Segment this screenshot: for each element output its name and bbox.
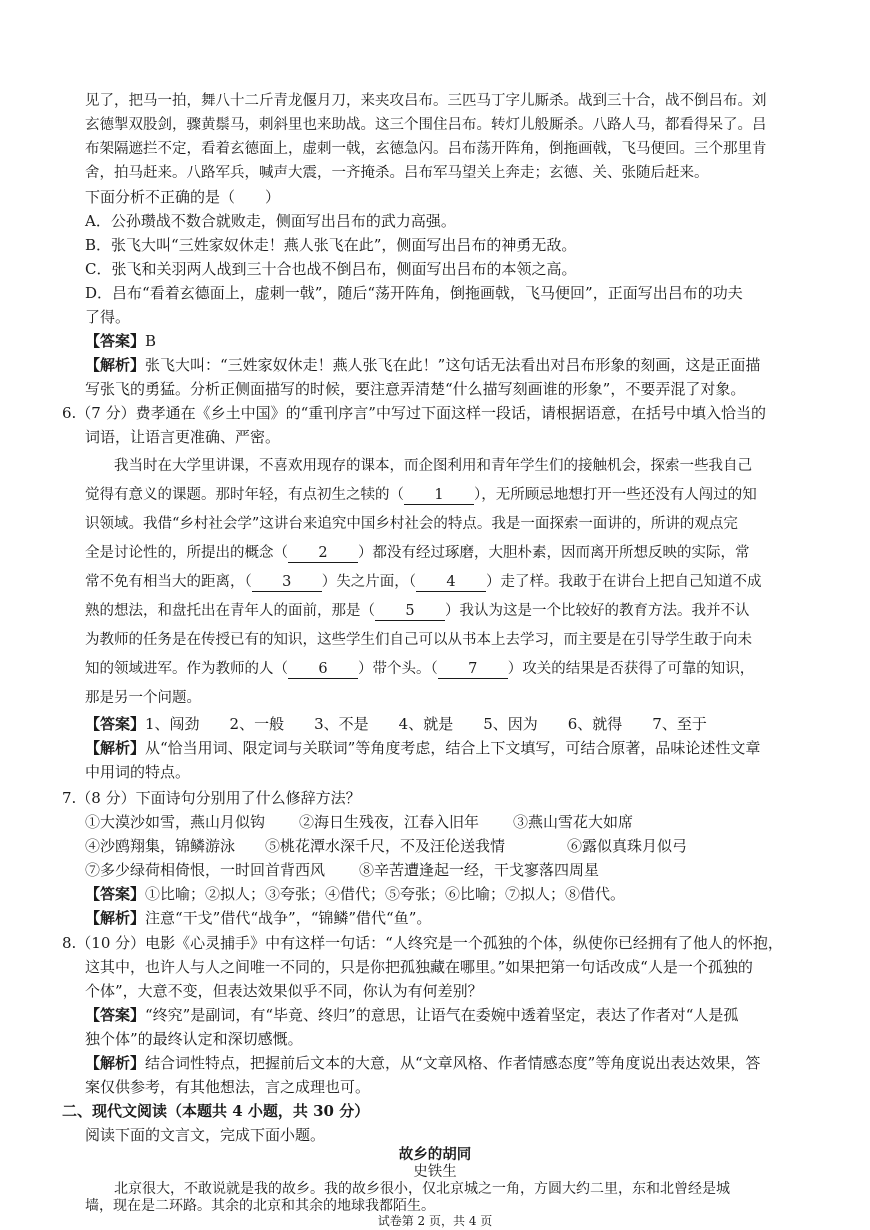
option-d: D．吕布“看着玄德面上，虚刺一戟”，随后“荡开阵角，倒拖画戟，飞马便回”，正面写出吕布的功夫: [85, 284, 743, 302]
answer-label: 【答案】: [85, 885, 146, 903]
question-stem: 7.（8 分）下面诗句分别用了什么修辞方法？: [62, 789, 361, 807]
quote-line: 那是另一个问题。: [85, 690, 201, 706]
page-footer: 试卷第 2 页，共 4 页: [377, 1214, 493, 1228]
analysis-cont: 案仅供参考，有其他想法，言之成理也可。: [85, 1078, 371, 1096]
question-stem: 8.（10 分）电影《心灵捕手》中有这样一句话：“人终究是一个孤独的个体，纵使你已经拥有了他人的怀抱，: [62, 934, 783, 952]
quote-line: 熟的想法，和盘托出在青年人的面前，那是（ 5 ）我认为这是一个比较好的教育方法。我并不认: [85, 603, 750, 619]
blank-2[interactable]: 2: [288, 545, 358, 563]
section-instruction: 阅读下面的文言文，完成下面小题。: [85, 1126, 326, 1144]
section-heading: 二、现代文阅读（本题共 4 小题，共 30 分）: [62, 1102, 370, 1120]
option-c: C．张飞和关羽两人战到三十合也战不倒吕布，侧面写出吕布的本领之高。: [85, 260, 577, 278]
blank-1[interactable]: 1: [404, 487, 474, 505]
article-author: 史铁生: [413, 1164, 457, 1180]
option-d-cont: 了得。: [85, 308, 131, 326]
quote-line: 识领域。我借“乡村社会学”这讲台来追究中国乡村社会的特点。我是一面探索一面讲的，所讲的观点完: [85, 516, 738, 532]
answer-label: 【答案】: [85, 1006, 146, 1024]
analysis-label: 【解析】: [85, 1054, 146, 1072]
poem-row: ④沙鸥翔集，锦鳞游泳 ⑤桃花潭水深千尺，不及汪伦送我情 ⑥露似真珠月似弓: [85, 837, 688, 855]
passage-line: 玄德掣双股剑，骤黄鬃马，刺斜里也来助战。这三个围住吕布。转灯儿般厮杀。八路人马，都看得呆了。吕: [85, 117, 767, 133]
analysis-row: [85, 737, 760, 759]
question-stem-cont: 这其中，也许人与人之间唯一不同的，只是你把孤独藏在哪里。”如果把第一句话改成“人是一个孤独的: [85, 958, 753, 976]
answer-label: 【答案】: [85, 332, 146, 350]
answer-label: 【答案】: [85, 715, 146, 733]
question-stem: 6.（7 分）费孝通在《乡土中国》的“重刊序言”中写过下面这样一段话，请根据语意，在括号中填入恰当的: [62, 404, 766, 422]
option-b: B．张飞大叫“三姓家奴休走！燕人张飞在此”，侧面写出吕布的神勇无敌。: [85, 236, 577, 254]
analysis-text: 结合词性特点，把握前后文本的大意，从“文章风格、作者情感态度”等角度说出表达效果，答: [145, 1054, 761, 1072]
answer-text: “终究”是副词，有“毕竟、终归”的意思，让语气在委婉中透着坚定，表达了作者对“人是孤: [145, 1006, 739, 1024]
analysis-label: 【解析】: [85, 739, 146, 757]
quote-line: 常不免有相当大的距离，（ 3 ）失之片面，（ 4 ）走了样。我敢于在讲台上把自己知道不成: [85, 574, 762, 590]
passage-line: 布架隔遮拦不定，看着玄德面上，虚刺一戟，玄德急闪。吕布荡开阵角，倒拖画戟，飞马便回。三个那里肯: [85, 141, 767, 157]
answer-text: B: [145, 332, 157, 350]
poem-row: ⑦多少绿荷相倚恨，一时回首背西风 ⑧辛苦遭逢起一经，干戈寥落四周星: [85, 861, 600, 879]
analysis-row: [85, 907, 431, 929]
article-title: 故乡的胡同: [398, 1146, 472, 1163]
article-body-line: 北京很大，不敢说就是我的故乡。我的故乡很小，仅北京城之一角，方圆大约二里，东和北曾经是城: [114, 1181, 730, 1197]
analysis-cont: 写张飞的勇猛。分析正侧面描写的时候，要注意弄清楚“什么描写刻画谁的形象”，不要弄混了对象。: [85, 380, 746, 398]
blank-3[interactable]: 3: [252, 574, 322, 592]
answer-text: ①比喻；②拟人；③夸张；④借代；⑤夸张；⑥比喻；⑦拟人；⑧借代。: [145, 885, 626, 903]
answer-row: [85, 330, 156, 352]
article-body-line: 墙，现在是二环路。其余的北京和其余的地球我都陌生。: [85, 1198, 435, 1214]
analysis-text: 从“恰当用词、限定词与关联词”等角度考虑，结合上下文填写，可结合原著，品味论述性文章: [145, 739, 761, 757]
option-a: A．公孙瓒战不数合就败走，侧面写出吕布的武力高强。: [85, 212, 456, 230]
question-stem-cont: 词语，让语言更准确、严密。: [85, 428, 281, 446]
quote-line: 我当时在大学里讲课，不喜欢用现存的课本，而企图利用和青年学生们的接触机会，探索一些我自己: [114, 458, 752, 474]
blank-5[interactable]: 5: [375, 603, 445, 621]
analysis-label: 【解析】: [85, 909, 146, 927]
quote-line: 知的领域进军。作为教师的人（ 6 ）带个头。（ 7 ）攻关的结果是否获得了可靠的知识，: [85, 661, 755, 677]
analysis-text: 张飞大叫：“三姓家奴休走！燕人张飞在此！”这句话无法看出对吕布形象的刻画，这是正面描: [145, 356, 761, 374]
blank-7[interactable]: 7: [438, 661, 508, 679]
poem-row: ①大漠沙如雪，燕山月似钩 ②海日生残夜，江春入旧年 ③燕山雪花大如席: [85, 813, 634, 831]
quote-line: 全是讨论性的，所提出的概念（ 2 ）都没有经过琢磨，大胆朴素，因而离开所想反映的实际，常: [85, 545, 750, 561]
answer-row: [85, 713, 707, 735]
answer-cont: 独个体”的最终认定和深切感慨。: [85, 1030, 303, 1048]
question-stem: 下面分析不正确的是（ ）: [85, 188, 281, 206]
passage-line: 见了，把马一拍，舞八十二斤青龙偃月刀，来夹攻吕布。三匹马丁字儿厮杀。战到三十合，战不倒吕布。刘: [85, 93, 767, 109]
blank-6[interactable]: 6: [288, 661, 358, 679]
quote-line: 为教师的任务是在传授已有的知识，这些学生们自己可以从书本上去学习，而主要是在引导学生敢于向未: [85, 632, 752, 648]
answer-row: [85, 883, 625, 905]
analysis-row: [85, 354, 760, 376]
passage-line: 舍，拍马赶来。八路军兵，喊声大震，一齐掩杀。吕布军马望关上奔走；玄德、关、张随后赶来。: [85, 165, 709, 181]
analysis-label: 【解析】: [85, 356, 146, 374]
analysis-cont: 中用词的特点。: [85, 763, 191, 781]
answer-row: [85, 1004, 738, 1026]
analysis-row: [85, 1052, 760, 1074]
blank-4[interactable]: 4: [416, 574, 486, 592]
analysis-text: 注意“干戈”借代“战争”，“锦鳞”借代“鱼”。: [145, 909, 432, 927]
answer-text: 1、闯劲 2、一般 3、不是 4、就是 5、因为 6、就得 7、至于: [145, 715, 707, 733]
question-stem-cont: 个体”，大意不变，但表达效果似乎不同，你认为有何差别？: [85, 982, 483, 1000]
quote-line: 觉得有意义的课题。那时年轻，有点初生之犊的（ 1 ），无所顾忌地想打开一些还没有人闯过的知: [85, 487, 757, 503]
